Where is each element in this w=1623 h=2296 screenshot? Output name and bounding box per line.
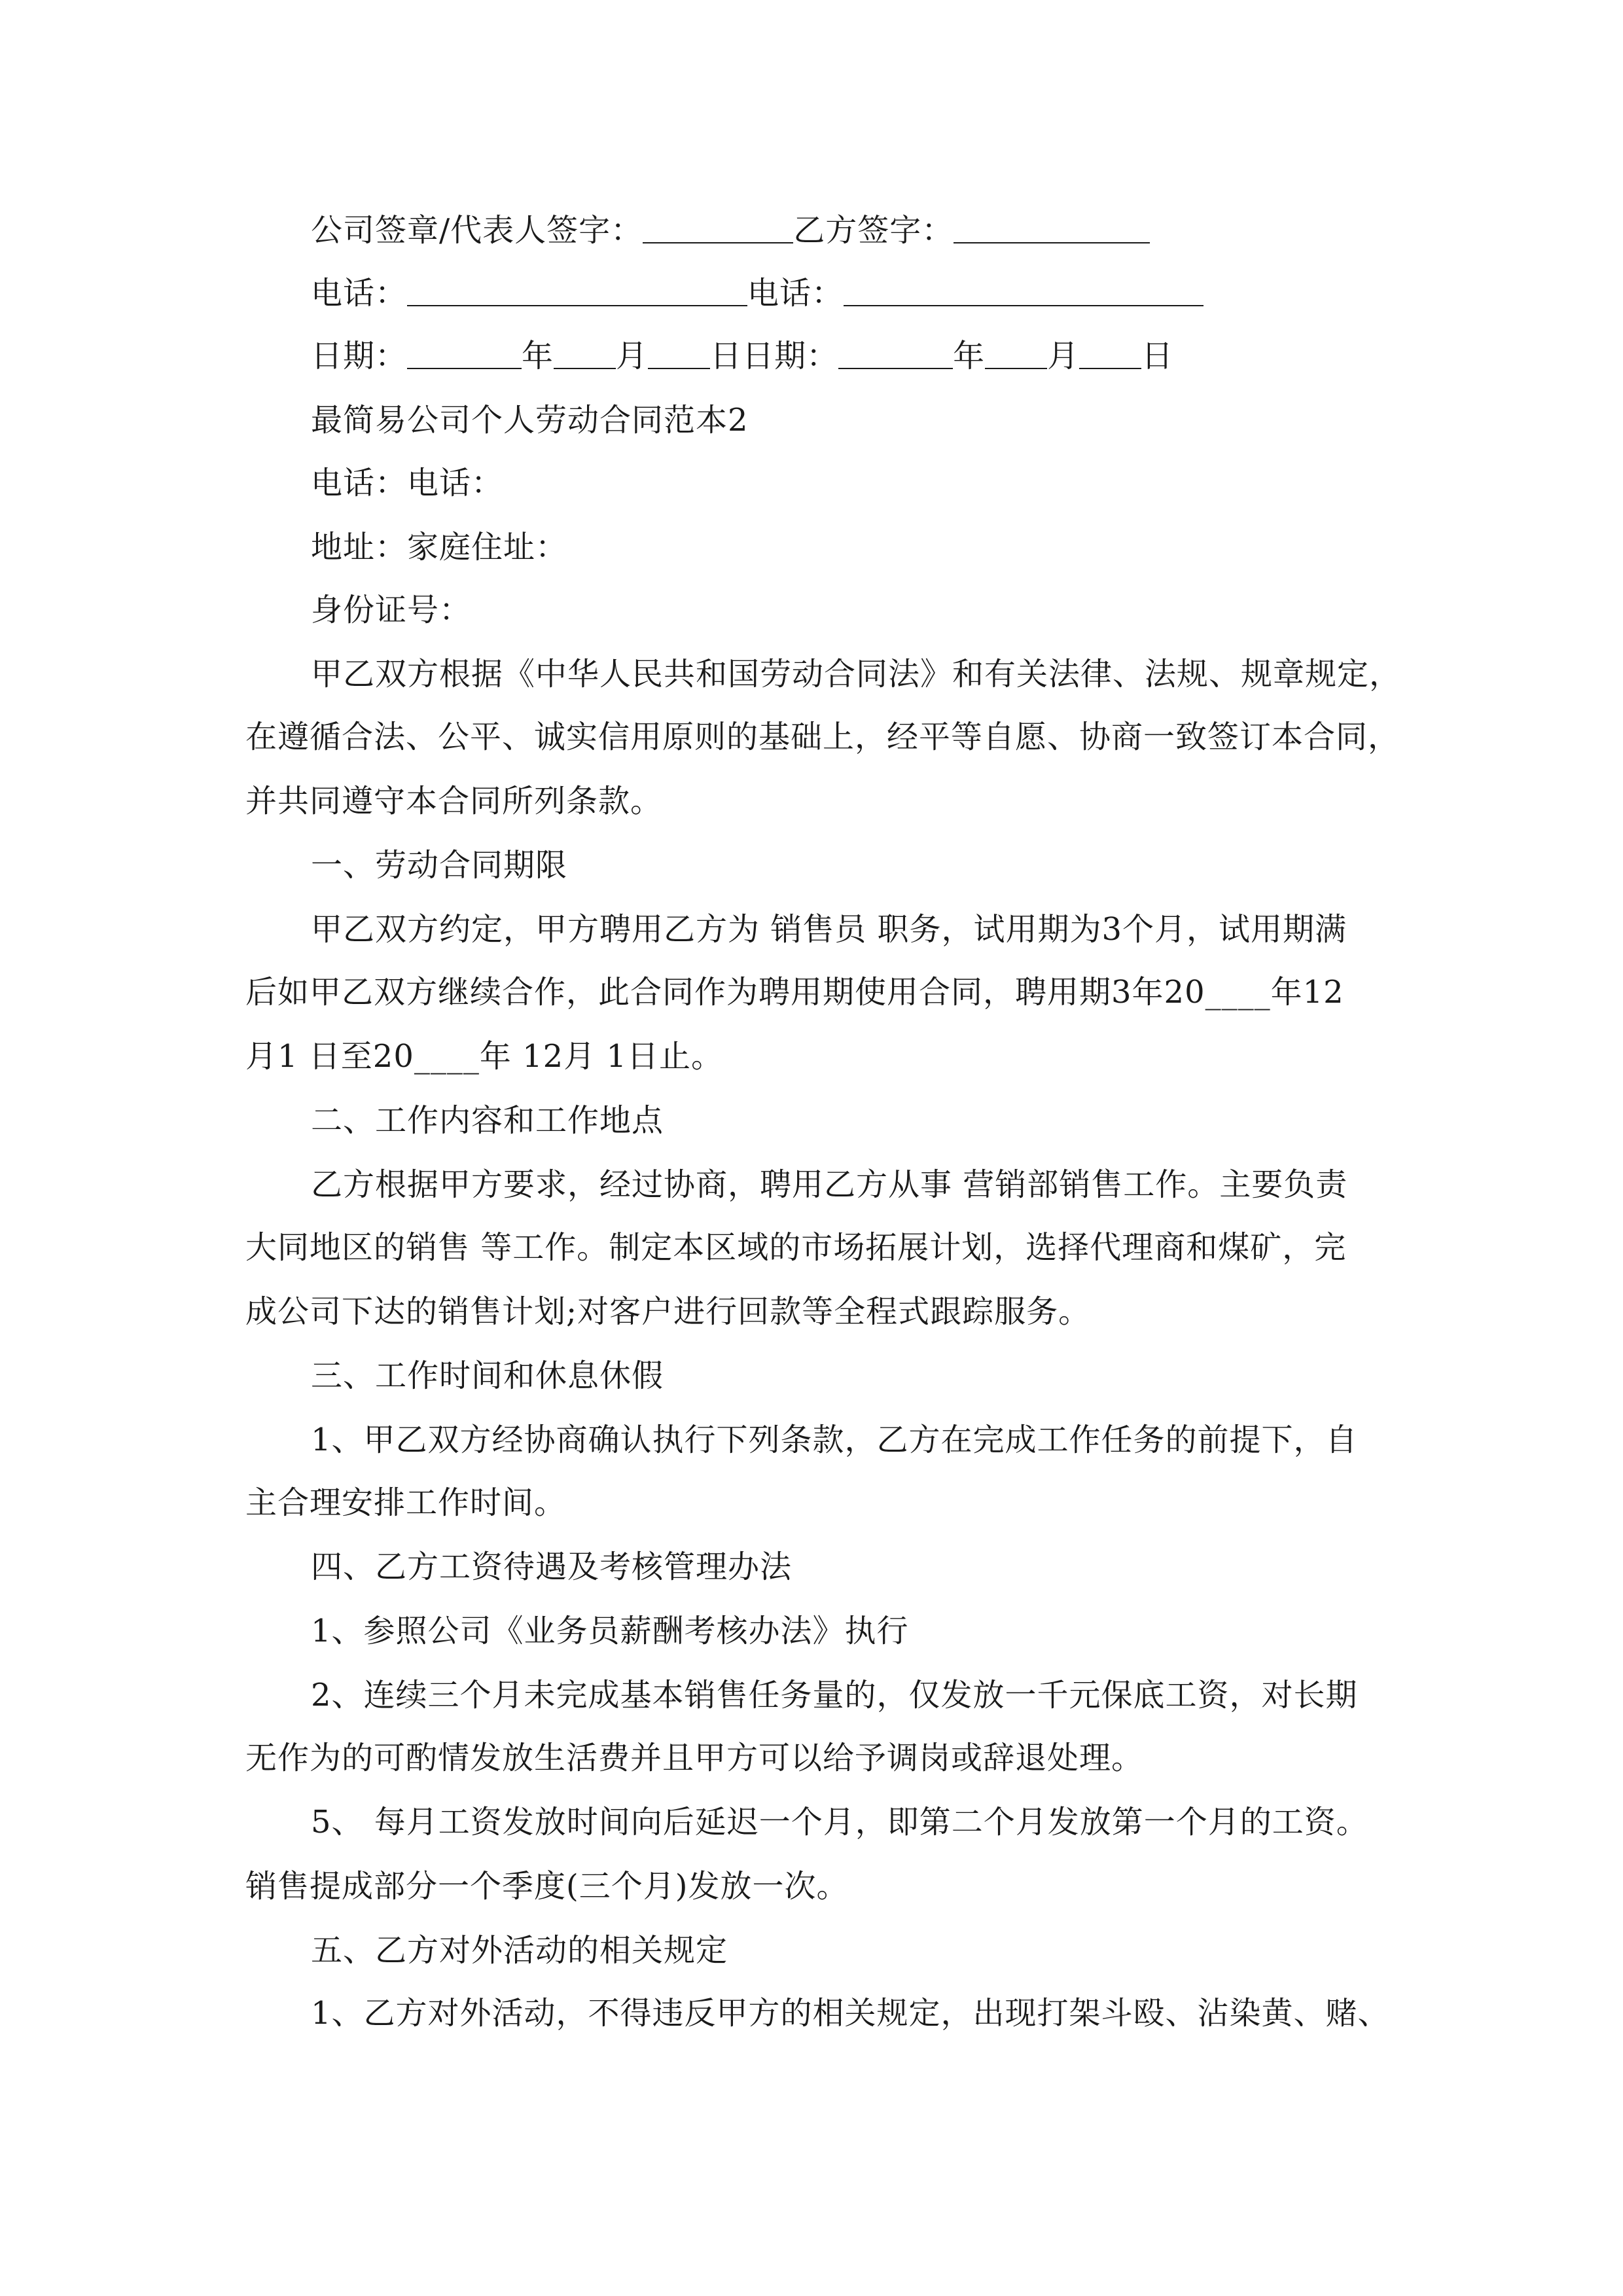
phone-blank-a[interactable] xyxy=(407,279,747,306)
section-item-line: 2、连续三个月未完成基本销售任务量的，仅发放一千元保底工资，对长期 xyxy=(311,1677,1358,1713)
section-heading: 五、乙方对外活动的相关规定 xyxy=(311,1932,728,1969)
date-sign-line xyxy=(311,336,1173,376)
section-paragraph-line: 大同地区的销售 等工作。制定本区域的市场拓展计划，选择代理商和煤矿，完 xyxy=(245,1229,1347,1266)
year-blank-a[interactable] xyxy=(407,342,522,369)
month-blank-b[interactable] xyxy=(985,342,1047,369)
section-item-line: 无作为的可酌情发放生活费并且甲方可以给予调岗或辞退处理。 xyxy=(245,1740,1144,1776)
phone-sign-line xyxy=(311,274,1204,313)
signature-line xyxy=(311,211,1150,250)
section-paragraph-line: 成公司下达的销售计划;对客户进行回款等全程式跟踪服务。 xyxy=(245,1293,1091,1330)
section-heading: 四、乙方工资待遇及考核管理办法 xyxy=(311,1549,793,1585)
day-label-b: 日 xyxy=(1141,338,1174,374)
section-item-line: 1、乙方对外活动，不得违反甲方的相关规定，出现打架斗殴、沾染黄、赌、 xyxy=(311,1995,1390,2032)
id-number-line: 身份证号： xyxy=(311,592,472,628)
section-paragraph-line: 1、甲乙双方经协商确认执行下列条款，乙方在完成工作任务的前提下，自 xyxy=(311,1422,1358,1458)
party-b-sign-label: 乙方签字： xyxy=(793,212,954,249)
day-label-a: 日 xyxy=(710,338,743,374)
month-label-a: 月 xyxy=(616,338,649,374)
section-paragraph-line: 甲乙双方约定，甲方聘用乙方为 销售员 职务，试用期为3个月，试用期满 xyxy=(311,911,1347,948)
year-label-b: 年 xyxy=(953,338,986,374)
document-title: 最简易公司个人劳动合同范本2 xyxy=(311,402,749,439)
section-item-line: 销售提成部分一个季度(三个月)发放一次。 xyxy=(245,1868,849,1905)
section-heading: 一、劳动合同期限 xyxy=(311,847,568,884)
phone-blank-b[interactable] xyxy=(844,279,1204,306)
section-heading: 三、工作时间和休息休假 xyxy=(311,1357,664,1394)
section-paragraph-line: 乙方根据甲方要求，经过协商，聘用乙方从事 营销部销售工作。主要负责 xyxy=(311,1166,1348,1203)
intro-paragraph-line: 并共同遵守本合同所列条款。 xyxy=(245,783,663,819)
section-item-line: 5、 每月工资发放时间向后延迟一个月，即第二个月发放第一个月的工资。 xyxy=(311,1804,1368,1840)
phone-line: 电话：电话： xyxy=(311,465,504,501)
month-label-b: 月 xyxy=(1047,338,1080,374)
phone-label-a: 电话： xyxy=(311,275,408,312)
section-paragraph-line: 主合理安排工作时间。 xyxy=(245,1484,567,1521)
date-label-b: 日期： xyxy=(742,338,839,374)
year-blank-b[interactable] xyxy=(838,342,953,369)
year-label-a: 年 xyxy=(522,338,554,374)
phone-label-b: 电话： xyxy=(747,275,844,312)
month-blank-a[interactable] xyxy=(554,342,616,369)
section-paragraph-line: 后如甲乙双方继续合作，此合同作为聘用期使用合同，聘用期3年20____年12 xyxy=(245,974,1344,1011)
section-item-line: 1、参照公司《业务员薪酬考核办法》执行 xyxy=(311,1613,909,1649)
address-line: 地址：家庭住址： xyxy=(311,529,568,565)
company-sign-label: 公司签章/代表人签字： xyxy=(311,212,643,249)
day-blank-b[interactable] xyxy=(1079,342,1141,369)
section-paragraph-line: 月1 日至20____年 12月 1日止。 xyxy=(245,1038,724,1075)
company-sign-blank[interactable] xyxy=(643,216,793,243)
intro-paragraph-line: 在遵循合法、公平、诚实信用原则的基础上，经平等自愿、协商一致签订本合同， xyxy=(245,719,1400,755)
intro-paragraph-line: 甲乙双方根据《中华人民共和国劳动合同法》和有关法律、法规、规章规定， xyxy=(311,656,1402,692)
section-heading: 二、工作内容和工作地点 xyxy=(311,1102,664,1139)
day-blank-a[interactable] xyxy=(648,342,710,369)
party-b-sign-blank[interactable] xyxy=(954,216,1150,243)
date-label-a: 日期： xyxy=(311,338,408,374)
